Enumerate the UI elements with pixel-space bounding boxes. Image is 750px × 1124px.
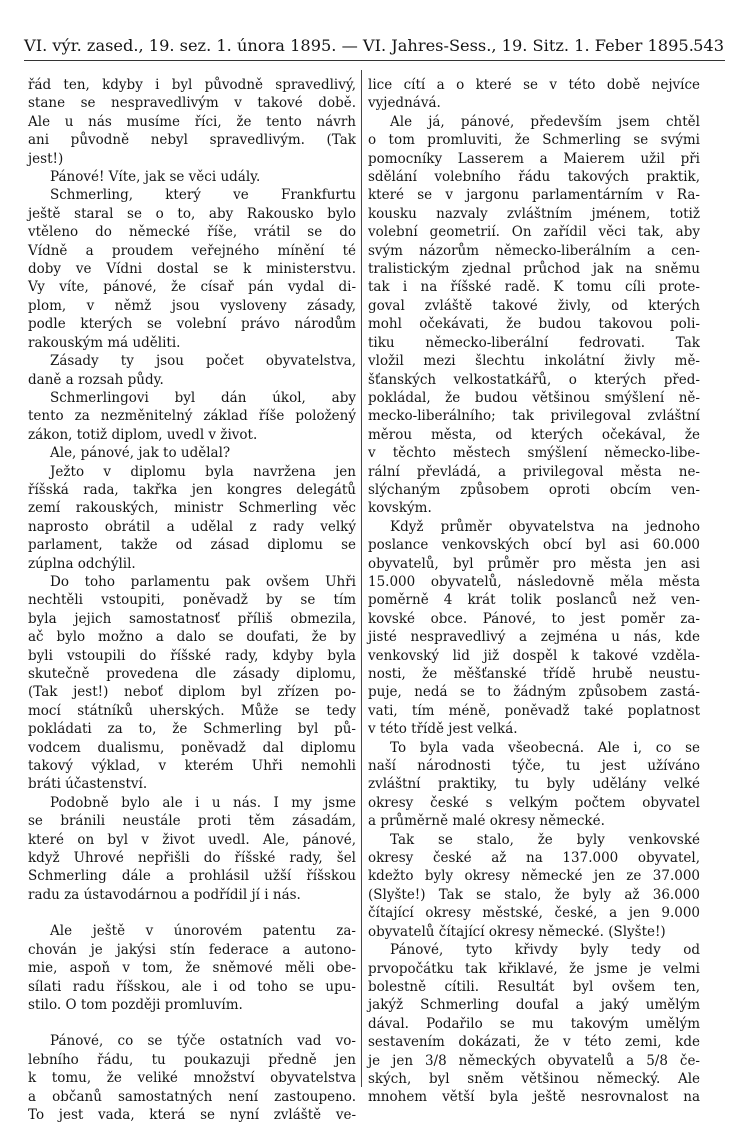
text-line: tento za nezměnitelný základ říše položený (28, 408, 356, 425)
column-separator (361, 70, 362, 1087)
text-line: čítající okresy městské, české, a jen 9.000 (368, 905, 700, 922)
text-line: je jen 3/8 německých obyvatelů a 5/8 če- (368, 1052, 700, 1069)
text-line: pomocníky Lasserem a Maierem užil při (368, 150, 700, 167)
text-line: Když průměr obyvatelstva na jednoho (390, 518, 700, 535)
text-line: (Tak jest!) neboť diplom byl zřízen po- (28, 684, 356, 701)
text-line: goval zvláště takové živly, od kterých (368, 297, 700, 314)
text-line: poslance venkovských obcí byl asi 60.000 (368, 537, 700, 554)
text-line: plom, v němž jsou vysloveny zásady, (28, 297, 356, 314)
text-line: rální převládá, a privilegoval města ne- (368, 463, 700, 480)
text-line: vodcem dualismu, poněvadž dal diplomu (28, 739, 356, 756)
text-line: Schmerling dále a prohlásil užší říšskou (28, 868, 356, 885)
text-line: když Uhrové nepřišli do říšské rady, šel (28, 850, 356, 867)
text-line: které se v jargonu parlamentárním v Ra- (368, 187, 700, 204)
text-line: zákon, totiž diplom, uvedl v život. (28, 426, 258, 443)
text-line: které on byl v život uvedl. Ale, pánové, (28, 831, 356, 848)
text-line: říšská rada, takřka jen kongres delegátů (28, 481, 356, 498)
text-line: ani původně nebyl spravedlivým. (Tak (28, 132, 356, 149)
text-line: ještě staral se o to, aby Rakousko bylo (28, 205, 356, 222)
text-line: a průměrně malé okresy německé. (368, 813, 605, 830)
text-line: tralistickým zjednal průchod jak na sněmu (368, 261, 700, 278)
text-line: jakýž Schmerling doufal a jaký umělým (368, 997, 700, 1014)
text-line: takový výklad, v kterém Uhři nemohli (28, 758, 356, 775)
text-line: řád ten, kdyby i byl původně spravedlivý, (28, 77, 356, 93)
text-line: radu za ústavodárnou a podřídil jí i nás. (28, 886, 301, 903)
text-line: vati, tím méně, poněvadž také poplatnost (368, 702, 700, 719)
text-line: jisté nespravedlivý a zejména u nás, kde (368, 629, 700, 646)
text-line: nosti, že měšťanské třídě hrubě neustu- (368, 666, 700, 682)
left-column (28, 76, 356, 1124)
text-line: nechtěli vstoupiti, poněvadž by se tím (28, 592, 356, 609)
text-line: bolestně cítili. Resultát byl ovšem ten, (368, 978, 700, 995)
text-line: kousku nazvaly zvláštním jménem, totiž (368, 205, 700, 222)
text-line: Pánové, co se týče ostatních vad vo- (50, 1033, 356, 1050)
paragraph-gap (28, 904, 356, 922)
text-line: svým názorům německo-liberálním a cen- (368, 242, 700, 259)
text-line: sílati radu říšskou, ale i od toho se upu- (28, 978, 356, 995)
header-rule (24, 60, 725, 61)
text-line: Podobně bylo ale i u nás. I my jsme (50, 794, 356, 811)
text-line: Vy víte, pánové, že císař pán vydal di- (28, 279, 356, 296)
paragraph-gap (28, 1014, 356, 1032)
text-line: jest!) (28, 150, 64, 167)
text-line: měrou města, od kterých očekával, že (368, 426, 700, 443)
text-line: sdělání volebního řádu takových praktik, (368, 169, 700, 186)
text-line: Ale já, pánové, především jsem chtěl (390, 113, 700, 130)
text-line: okresy české s velkým počtem obyvatel (368, 794, 700, 811)
text-line: lebního řádu, tu poukazuji předně jen (28, 1051, 356, 1068)
text-line: Ale, pánové, jak to udělal? (50, 445, 231, 462)
text-line: zvláštní praktiky, tu byly udělány velké (368, 776, 700, 793)
text-line: prvopočátku tak křiklavé, že jsme je velmi (368, 960, 700, 977)
text-line: kovským. (368, 500, 432, 517)
text-line: pokládal, že budou většinou smýšlení ně- (368, 389, 700, 406)
text-line: slýchaným způsobem oproti obcím ven- (368, 481, 700, 498)
text-line: rakouským má uděliti. (28, 334, 181, 351)
text-line: poměrně 4 krát tolik poslanců než ven- (368, 592, 700, 609)
right-column (368, 76, 700, 1107)
text-line: tak i na říšské radě. K tomu cíli prote- (368, 279, 700, 296)
text-line: naší národnosti týče, tu jest užíváno (368, 758, 700, 775)
text-line: Pánové, tyto křivdy byly tedy od (390, 942, 700, 959)
text-line: byli vstoupili do říšské rady, kdyby byla (28, 647, 356, 664)
text-line: Tak se stalo, že byly venkovské (390, 831, 700, 848)
text-line: chován je jakýsi stín federace a autono- (28, 941, 356, 958)
text-line: To byla vada všeobecná. Ale i, co se (390, 739, 700, 756)
text-line: venkovský lid již dospěl k takové vzděla- (368, 647, 700, 664)
text-line: v této třídě jest velká. (368, 721, 518, 738)
page-number: 543 (693, 36, 724, 55)
text-line: mohl očekávati, že budou takovou poli- (368, 316, 700, 333)
text-line: parlament, takže od zásad diplomu se (28, 537, 356, 554)
text-line: k tomu, že veliké množství obyvatelstva (28, 1070, 356, 1087)
text-line: stilo. O tom později promluvím. (28, 996, 243, 1013)
running-header (24, 36, 724, 56)
text-line: Ale u nás musíme říci, že tento návrh (28, 113, 356, 130)
text-line: Pánové! Víte, jak se věci udály. (50, 169, 261, 186)
text-line: puje, nedá se to žádným způsobem zastá- (368, 684, 700, 701)
text-line: se bránili neustále proti těm zásadám, (28, 813, 356, 830)
text-line: obyvatelů čítající okresy německé. (Slyšte!) (368, 923, 666, 940)
text-line: ských, byl sněm většinou německý. Ale (368, 1070, 700, 1087)
text-line: Ježto v diplomu byla navržena jen (50, 463, 356, 480)
text-line: mnohem větší byla ještě nesrovnalost na (368, 1089, 700, 1106)
text-line: stane se nespravedlivým v takové době. (28, 95, 356, 112)
text-line: skutečně provedena dle zásady diplomu, (28, 666, 356, 682)
text-line: dával. Podařilo se mu takovým umělým (368, 1015, 700, 1032)
text-line: obyvatelů, byl průměr pro města jen asi (368, 555, 700, 572)
text-line: ač bylo možno a dalo se doufati, že by (28, 629, 356, 646)
text-line: vyjednává. (368, 95, 441, 112)
text-line: a občanů samostatných není zastoupeno. (28, 1088, 356, 1105)
text-line: Schmerling, který ve Frankfurtu (50, 187, 356, 204)
text-line: byla jejich samostatnosť příliš obmezila, (28, 610, 356, 627)
text-line: mecko-liberálního; tak privilegoval zvláštní (368, 408, 700, 425)
text-line: To jest vada, která se nyní zvláště ve- (28, 1106, 356, 1123)
text-line: lice cítí a o které se v této době nejvíce (368, 77, 700, 93)
text-line: vtěleno do německé říše, vrátil se do (28, 224, 356, 241)
text-line: tiku německo-liberální fedrovati. Tak (368, 334, 700, 351)
text-line: okresy české až na 137.000 obyvatel, (368, 850, 700, 867)
text-line: bráti účastenství. (28, 776, 148, 793)
text-line: naprosto obrátil a udělal z rady velký (28, 518, 356, 535)
text-line: podle kterých se volební právo národům (28, 316, 356, 333)
text-line: pokládati za to, že Schmerling byl pů- (28, 721, 356, 738)
text-line: Schmerlingovi byl dán úkol, aby (50, 389, 356, 406)
text-line: kdežto byly okresy německé jen ze 37.000 (368, 868, 700, 885)
text-line: (Slyšte!) Tak se stalo, že byly až 36.000 (368, 886, 700, 903)
text-line: sestavením dokázati, že v této zemi, kde (368, 1034, 700, 1051)
text-line: 15.000 obyvatelů, následovně měla města (368, 573, 700, 590)
text-line: mocí státníků uherských. Může se tedy (28, 702, 356, 719)
text-line: v těchto městech smýšlení německo-libe- (368, 445, 700, 462)
text-line: o tom promluviti, že Schmerling se svými (368, 132, 700, 149)
text-line: mie, aspoň v tom, že sněmové měli obe- (28, 960, 356, 977)
text-line: doby ve Vídni dostal se k ministerstvu. (28, 261, 356, 278)
text-line: zúplna odchýlil. (28, 555, 136, 572)
text-line: daně a rozsah půdy. (28, 371, 164, 388)
text-line: Zásady ty jsou počet obyvatelstva, (50, 353, 356, 370)
text-line: volební geometrií. On zařídil věci tak, aby (368, 224, 700, 241)
text-line: zemí rakouských, ministr Schmerling věc (28, 500, 356, 517)
text-line: vložil mezi šlechtu inkolátní živly mě- (368, 353, 700, 370)
text-line: šťanských velkostatkářů, o kterých před- (368, 371, 700, 388)
text-line: Do toho parlamentu pak ovšem Uhři (50, 573, 356, 590)
header-title: VI. výr. zased., 19. sez. 1. února 1895. — VI. Jahres-Sess., 19. Sitz. 1. Feber 1895. (24, 36, 694, 55)
text-line: kovské obce. Pánové, to jest poměr za- (368, 610, 700, 627)
text-line: Vídně a proudem veřejného mínění té (28, 242, 356, 259)
text-line: Ale ještě v únorovém patentu za- (50, 923, 356, 940)
